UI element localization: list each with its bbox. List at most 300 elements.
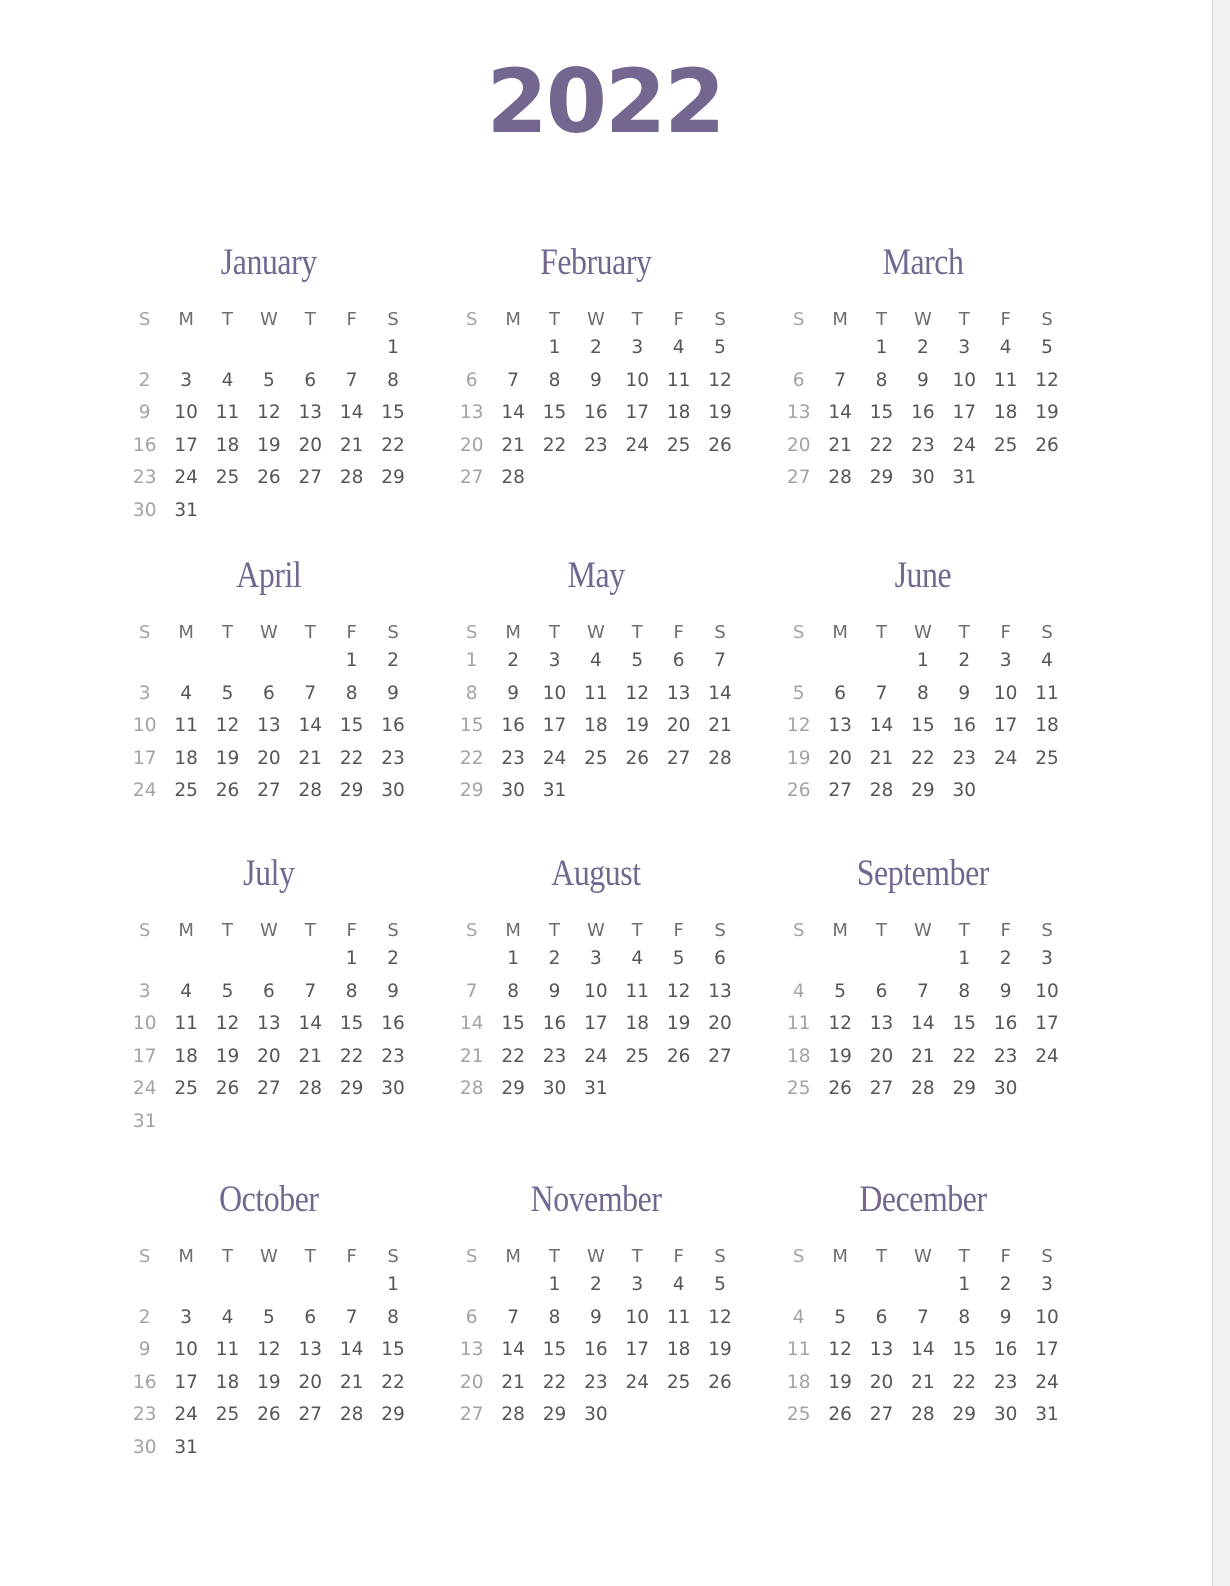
day-cell: 6 [465,1306,478,1328]
day-cell: 1 [548,1274,561,1295]
day-cell: 1 [387,337,399,358]
day-cell: 10 [132,715,157,736]
day-cell: 28 [339,467,364,488]
weekday-label: M [832,622,848,643]
day-cell: 27 [828,780,852,801]
day-cell: 23 [993,1045,1018,1067]
day-cell: 15 [952,1339,977,1360]
day-cell: 28 [501,1404,525,1425]
day-cell: 19 [666,1013,691,1034]
weekday-label: S [1041,920,1053,941]
day-cell: 20 [786,434,811,456]
day-cell: 29 [381,1404,405,1425]
month-title: September [856,853,990,894]
day-cell: 12 [257,402,281,423]
day-cell: 9 [999,1306,1012,1328]
day-cell: 26 [257,1404,281,1425]
day-cell: 20 [869,1045,894,1067]
day-cell: 27 [666,747,691,769]
day-cell: 10 [584,980,608,1002]
weekday-label: T [221,622,233,643]
day-cell: 30 [952,780,977,801]
day-cell: 29 [381,467,405,488]
weekday-label: S [138,622,151,643]
day-cell: 27 [298,1404,323,1425]
day-cell: 23 [584,434,608,456]
day-cell: 6 [262,682,275,704]
day-cell: 28 [828,467,852,488]
weekday-label: T [958,622,970,643]
day-cell: 16 [132,1371,157,1393]
day-cell: 5 [262,369,275,391]
weekday-label: W [913,309,932,330]
day-cell: 26 [257,467,281,488]
weekday-label: W [259,1246,278,1267]
day-cell: 5 [221,980,234,1002]
weekday-label: F [1000,1246,1011,1267]
weekday-label: S [1041,309,1053,330]
day-cell: 1 [387,1274,399,1295]
day-cell: 17 [132,1045,157,1067]
day-cell: 8 [465,682,478,704]
day-cell: 12 [257,1339,281,1360]
day-cell: 1 [507,948,519,969]
weekday-header [778,918,1068,944]
day-cell: 23 [381,747,405,769]
day-cell: 24 [1035,1045,1059,1067]
day-cell: 5 [672,948,685,969]
day-cell: 25 [215,1404,240,1425]
day-cell: 11 [993,369,1018,391]
weekday-label: F [346,309,357,330]
day-cell: 14 [501,402,525,423]
weekday-label: M [832,1246,848,1267]
month-title: March [882,242,964,283]
day-cell: 1 [958,948,971,969]
day-cell: 26 [215,780,240,801]
day-cell: 18 [666,1339,691,1360]
day-cell: 30 [381,780,405,801]
day-cell: 22 [952,1371,977,1393]
day-cell: 15 [542,1339,567,1360]
month-title: February [540,242,652,283]
day-cell: 13 [666,682,691,704]
day-cell: 17 [132,747,157,769]
month-title: May [567,555,625,596]
day-cell: 3 [548,650,561,671]
weekday-label: T [875,309,887,330]
weekday-label: T [875,622,887,643]
weekday-label: T [875,1246,887,1267]
day-cell: 14 [298,715,323,736]
day-cell: 3 [631,337,644,358]
weekday-label: M [832,309,848,330]
day-cell: 30 [993,1078,1018,1099]
weekday-label: M [505,1246,521,1267]
day-cell: 4 [180,980,192,1002]
day-cell: 18 [215,1371,240,1393]
day-cell: 25 [786,1404,811,1425]
day-cell: 13 [869,1013,894,1034]
day-cell: 29 [542,1404,567,1425]
day-cell: 8 [507,980,519,1002]
day-cell: 24 [584,1045,608,1067]
month-march [778,242,1068,496]
day-cell: 21 [339,434,364,456]
day-cell: 24 [174,467,198,488]
weekday-label: S [465,1246,478,1267]
day-cell: 29 [952,1404,977,1425]
day-cell: 29 [501,1078,525,1099]
day-cell: 1 [345,948,358,969]
day-cell: 19 [828,1045,852,1067]
day-cell: 1 [345,650,358,671]
weekday-label: T [631,622,643,643]
day-cell: 8 [958,980,971,1002]
day-cell: 17 [1035,1339,1059,1360]
day-cell: 26 [215,1078,240,1099]
day-cell: 23 [911,434,935,456]
day-cell: 18 [1035,715,1059,736]
day-cell: 25 [666,434,691,456]
month-title: January [221,242,317,283]
day-cell: 3 [138,980,151,1002]
day-cell: 11 [215,1339,240,1360]
day-cell: 19 [828,1371,852,1393]
day-cell: 22 [911,747,935,769]
day-cell: 10 [1035,980,1059,1002]
day-cell: 6 [875,1306,888,1328]
day-cell: 20 [257,747,281,769]
day-cell: 2 [138,1306,151,1328]
day-cell: 2 [548,948,561,969]
weekday-label: T [304,309,316,330]
weekday-label: M [178,1246,194,1267]
weekday-header [778,620,1068,646]
day-cell: 21 [911,1371,935,1393]
weekday-label: W [259,309,278,330]
weekday-label: M [178,309,194,330]
day-cell: 25 [786,1078,811,1099]
day-cell: 25 [174,1078,198,1099]
day-cell: 11 [174,715,198,736]
day-cell: 22 [459,747,484,769]
day-cell: 8 [958,1306,971,1328]
day-grid [778,333,1068,496]
day-cell: 11 [666,369,691,391]
day-grid [778,646,1068,809]
day-cell: 25 [584,747,608,769]
day-cell: 11 [625,980,650,1002]
day-cell: 15 [911,715,935,736]
day-cell: 11 [215,402,240,423]
weekday-label: T [548,622,560,643]
weekday-label: S [714,309,726,330]
weekday-label: W [913,1246,932,1267]
day-cell: 31 [1035,1404,1059,1425]
day-cell: 31 [952,467,977,488]
day-cell: 5 [631,650,644,671]
day-cell: 16 [993,1339,1018,1360]
day-cell: 7 [304,682,317,704]
weekday-label: S [1041,622,1053,643]
day-cell: 22 [381,434,405,456]
day-cell: 13 [828,715,852,736]
day-cell: 31 [542,780,567,801]
day-cell: 22 [381,1371,405,1393]
day-cell: 13 [459,402,484,423]
day-cell: 28 [339,1404,364,1425]
day-cell: 19 [708,402,732,423]
day-cell: 16 [381,1013,405,1034]
day-cell: 21 [501,434,525,456]
day-cell: 25 [625,1045,650,1067]
month-october [124,1179,414,1465]
day-cell: 25 [993,434,1018,456]
day-cell: 12 [625,682,650,704]
day-cell: 4 [631,948,644,969]
day-cell: 13 [298,1339,323,1360]
month-november [451,1179,741,1433]
day-cell: 15 [339,1013,364,1034]
day-cell: 17 [542,715,567,736]
day-cell: 19 [215,747,240,769]
day-grid [124,1270,414,1465]
day-cell: 7 [345,1306,358,1328]
day-cell: 27 [869,1078,894,1099]
day-cell: 4 [1041,650,1053,671]
day-cell: 15 [501,1013,525,1034]
day-cell: 15 [459,715,484,736]
day-cell: 22 [542,434,567,456]
day-cell: 29 [339,1078,364,1099]
day-grid [451,333,741,496]
day-cell: 14 [708,682,732,704]
day-cell: 12 [215,715,240,736]
day-cell: 18 [786,1371,811,1393]
weekday-label: T [958,1246,970,1267]
day-cell: 3 [1041,948,1053,969]
day-cell: 7 [465,980,478,1002]
weekday-label: S [387,1246,399,1267]
day-cell: 28 [298,1078,323,1099]
weekday-label: T [304,622,316,643]
day-cell: 8 [548,1306,561,1328]
day-cell: 13 [459,1339,484,1360]
day-cell: 22 [501,1045,525,1067]
day-cell: 25 [215,467,240,488]
weekday-header [124,307,414,333]
day-cell: 13 [786,402,811,423]
day-cell: 21 [298,1045,323,1067]
weekday-label: T [548,1246,560,1267]
day-cell: 14 [298,1013,323,1034]
day-cell: 10 [625,1306,650,1328]
day-cell: 27 [459,467,484,488]
weekday-header [451,1244,741,1270]
day-cell: 27 [708,1045,732,1067]
day-cell: 15 [542,402,567,423]
day-cell: 2 [387,948,399,969]
weekday-label: F [673,920,684,941]
weekday-label: F [1000,309,1011,330]
day-cell: 17 [174,434,198,456]
day-cell: 5 [1041,337,1053,358]
month-title: June [894,555,952,596]
day-cell: 3 [958,337,971,358]
day-cell: 22 [339,1045,364,1067]
day-cell: 16 [542,1013,567,1034]
day-cell: 17 [625,402,650,423]
day-cell: 2 [507,650,519,671]
day-cell: 7 [507,369,519,391]
day-cell: 4 [672,337,685,358]
weekday-label: W [586,920,605,941]
day-cell: 6 [262,980,275,1002]
day-cell: 14 [869,715,894,736]
weekday-label: T [304,920,316,941]
weekday-label: S [792,309,805,330]
day-cell: 7 [875,682,888,704]
day-cell: 30 [132,1436,157,1458]
day-cell: 9 [387,980,399,1002]
day-cell: 20 [708,1013,732,1034]
day-cell: 24 [993,747,1018,769]
day-cell: 10 [132,1013,157,1034]
page-shadow [1213,0,1230,1586]
day-cell: 28 [298,780,323,801]
weekday-label: T [304,1246,316,1267]
day-cell: 6 [875,980,888,1002]
day-cell: 27 [786,467,811,488]
day-cell: 2 [589,337,602,358]
day-cell: 4 [221,1306,234,1328]
weekday-label: W [586,309,605,330]
day-cell: 7 [916,980,929,1002]
day-cell: 20 [459,434,484,456]
day-cell: 26 [708,434,732,456]
day-cell: 3 [180,369,192,391]
day-cell: 28 [911,1404,935,1425]
day-cell: 10 [174,1339,198,1360]
day-cell: 31 [174,1436,198,1458]
day-cell: 8 [548,369,561,391]
weekday-label: S [387,309,399,330]
day-cell: 16 [381,715,405,736]
day-cell: 27 [298,467,323,488]
day-cell: 7 [345,369,358,391]
day-cell: 25 [1035,747,1059,769]
day-cell: 19 [708,1339,732,1360]
day-cell: 8 [875,369,888,391]
day-cell: 30 [381,1078,405,1099]
day-cell: 6 [834,682,846,704]
weekday-label: F [346,920,357,941]
day-cell: 31 [584,1078,608,1099]
day-cell: 20 [459,1371,484,1393]
day-grid [124,646,414,809]
day-cell: 20 [298,1371,323,1393]
day-cell: 5 [714,1274,726,1295]
weekday-label: S [465,309,478,330]
weekday-label: T [548,309,560,330]
month-title: July [243,853,295,894]
day-cell: 15 [339,715,364,736]
day-cell: 21 [708,715,732,736]
day-cell: 8 [345,682,358,704]
day-cell: 11 [174,1013,198,1034]
month-title: April [236,555,302,596]
day-grid [778,1270,1068,1433]
month-july [124,853,414,1139]
day-cell: 2 [999,1274,1012,1295]
weekday-label: T [958,309,970,330]
weekday-label: S [387,622,399,643]
month-september [778,853,1068,1107]
day-cell: 24 [625,1371,650,1393]
day-cell: 5 [221,682,234,704]
weekday-label: F [346,622,357,643]
day-cell: 23 [132,467,157,488]
day-cell: 3 [589,948,602,969]
day-cell: 14 [911,1339,935,1360]
weekday-header [778,307,1068,333]
day-cell: 1 [875,337,888,358]
day-cell: 14 [828,402,852,423]
day-cell: 9 [589,369,602,391]
day-cell: 21 [869,747,894,769]
month-january [124,242,414,528]
day-cell: 5 [714,337,726,358]
weekday-label: S [792,920,805,941]
weekday-label: S [387,920,399,941]
day-cell: 5 [792,682,805,704]
day-cell: 8 [387,369,399,391]
day-cell: 20 [869,1371,894,1393]
day-grid [451,646,741,809]
day-grid [124,944,414,1139]
day-cell: 7 [834,369,846,391]
weekday-label: M [178,920,194,941]
month-august [451,853,741,1107]
weekday-label: S [1041,1246,1053,1267]
day-cell: 17 [625,1339,650,1360]
day-cell: 23 [132,1404,157,1425]
day-cell: 24 [1035,1371,1059,1393]
day-cell: 4 [792,980,805,1002]
day-cell: 7 [916,1306,929,1328]
weekday-label: T [631,920,643,941]
day-grid [451,944,741,1107]
day-cell: 8 [387,1306,399,1328]
month-february [451,242,741,496]
day-cell: 3 [180,1306,192,1328]
weekday-label: F [1000,920,1011,941]
weekday-label: T [221,309,233,330]
day-cell: 1 [916,650,929,671]
day-cell: 21 [828,434,852,456]
day-cell: 22 [869,434,894,456]
day-cell: 30 [911,467,935,488]
day-cell: 26 [828,1078,852,1099]
day-cell: 10 [1035,1306,1059,1328]
day-cell: 13 [869,1339,894,1360]
day-cell: 27 [257,1078,281,1099]
day-cell: 27 [257,780,281,801]
day-cell: 18 [584,715,608,736]
day-cell: 3 [1041,1274,1053,1295]
day-cell: 27 [459,1404,484,1425]
